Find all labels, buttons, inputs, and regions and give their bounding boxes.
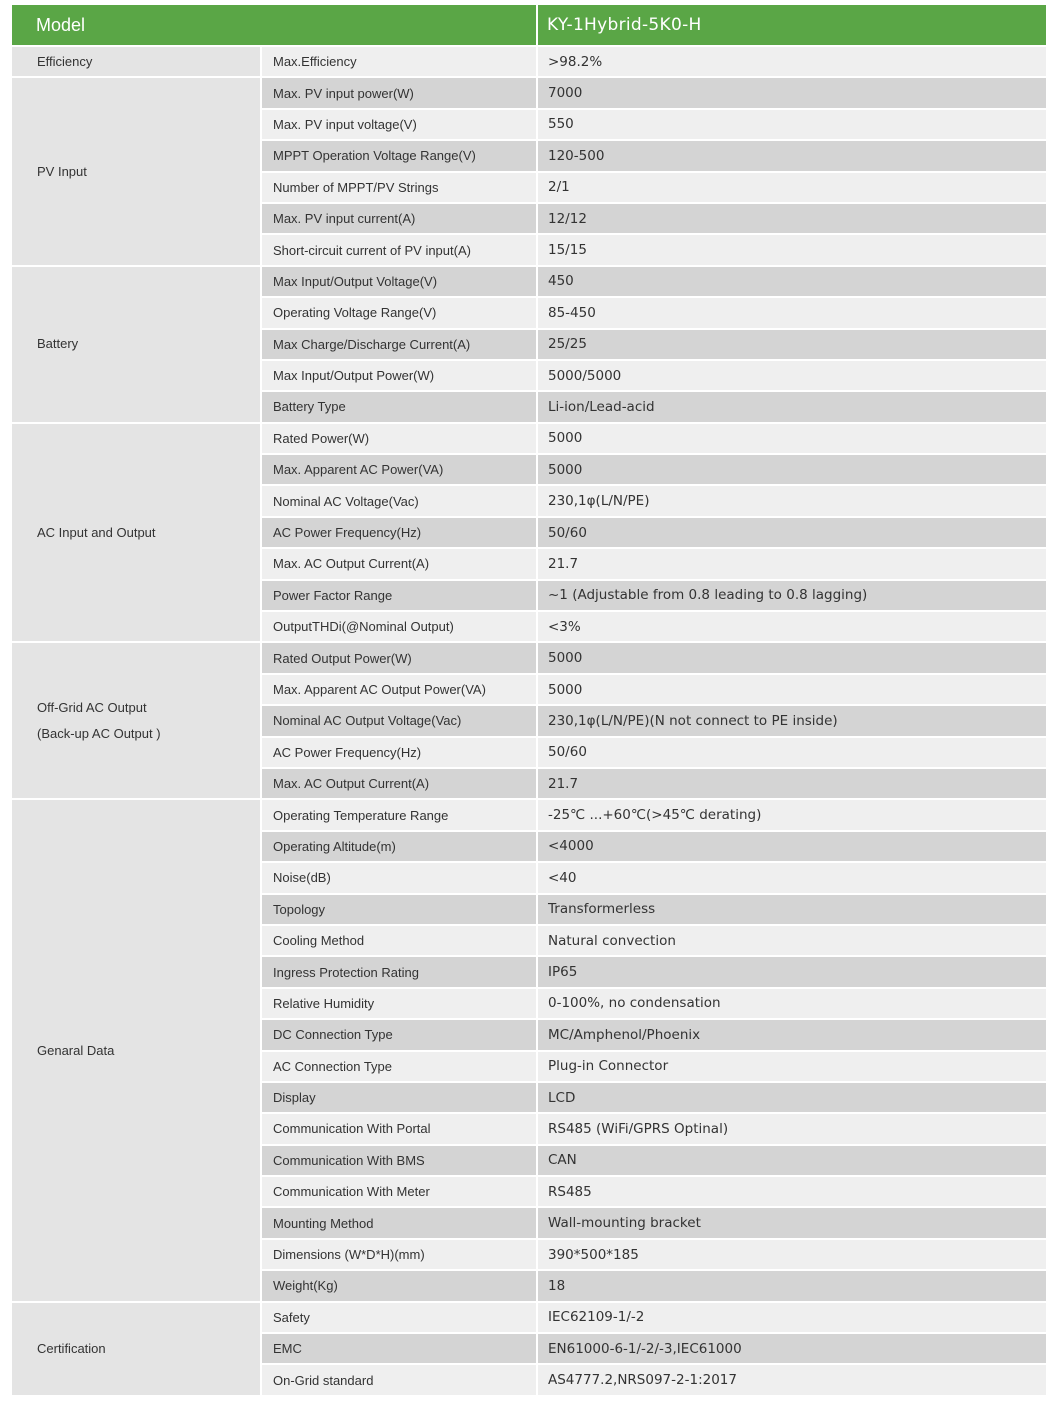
value-cell: 50/60 (537, 517, 1046, 548)
model-name: KY-1Hybrid-5K0-H (537, 5, 1046, 46)
group-name: Efficiency (37, 53, 93, 69)
value-cell: -25℃ ...+60℃(>45℃ derating) (537, 799, 1046, 830)
param-cell: Noise(dB) (261, 862, 537, 893)
param-cell: Max Input/Output Voltage(V) (261, 266, 537, 297)
value-cell: LCD (537, 1082, 1046, 1113)
value-cell: 15/15 (537, 234, 1046, 265)
param-cell: Max. PV input voltage(V) (261, 109, 537, 140)
value-cell: 390*500*185 (537, 1239, 1046, 1270)
value-cell: RS485 (537, 1176, 1046, 1207)
param-cell: AC Power Frequency(Hz) (261, 517, 537, 548)
value-cell: >98.2% (537, 46, 1046, 77)
param-cell: Relative Humidity (261, 988, 537, 1019)
group-label (12, 642, 261, 799)
value-cell: Natural convection (537, 925, 1046, 956)
value-cell: 450 (537, 266, 1046, 297)
header-row (12, 5, 1046, 46)
group-name: PV Input (37, 163, 87, 179)
param-cell: Communication With Portal (261, 1113, 537, 1144)
group-name-secondary: (Back-up AC Output ) (37, 725, 161, 741)
value-cell: 2/1 (537, 172, 1046, 203)
param-cell: Rated Power(W) (261, 423, 537, 454)
table-row (12, 77, 1046, 108)
param-cell: Operating Voltage Range(V) (261, 297, 537, 328)
table-header (12, 5, 1046, 46)
param-cell: Short-circuit current of PV input(A) (261, 234, 537, 265)
group-label (12, 799, 261, 1301)
value-cell: 5000 (537, 674, 1046, 705)
param-cell: Max.Efficiency (261, 46, 537, 77)
value-cell: 21.7 (537, 548, 1046, 579)
value-cell: 5000/5000 (537, 360, 1046, 391)
value-cell: 0-100%, no condensation (537, 988, 1046, 1019)
param-cell: MPPT Operation Voltage Range(V) (261, 140, 537, 171)
param-cell: Cooling Method (261, 925, 537, 956)
param-cell: Operating Temperature Range (261, 799, 537, 830)
param-cell: Safety (261, 1302, 537, 1333)
group-label (12, 423, 261, 643)
spec-table (12, 5, 1046, 1397)
param-cell: Dimensions (W*D*H)(mm) (261, 1239, 537, 1270)
value-cell: EN61000-6-1/-2/-3,IEC61000 (537, 1333, 1046, 1364)
value-cell: Li-ion/Lead-acid (537, 391, 1046, 422)
param-cell: Number of MPPT/PV Strings (261, 172, 537, 203)
param-cell: Max Charge/Discharge Current(A) (261, 329, 537, 360)
value-cell: 25/25 (537, 329, 1046, 360)
param-cell: AC Power Frequency(Hz) (261, 737, 537, 768)
param-cell: Topology (261, 894, 537, 925)
value-cell: IEC62109-1/-2 (537, 1302, 1046, 1333)
value-cell: 50/60 (537, 737, 1046, 768)
param-cell: Battery Type (261, 391, 537, 422)
param-cell: OutputTHDi(@Nominal Output) (261, 611, 537, 642)
param-cell: Max. Apparent AC Output Power(VA) (261, 674, 537, 705)
param-cell: Max. PV input power(W) (261, 77, 537, 108)
param-cell: Power Factor Range (261, 580, 537, 611)
table-row (12, 1302, 1046, 1333)
param-cell: Communication With Meter (261, 1176, 537, 1207)
param-cell: DC Connection Type (261, 1019, 537, 1050)
param-cell: Mounting Method (261, 1207, 537, 1238)
value-cell: CAN (537, 1145, 1046, 1176)
value-cell: <4000 (537, 831, 1046, 862)
value-cell: <40 (537, 862, 1046, 893)
value-cell: 7000 (537, 77, 1046, 108)
value-cell: 18 (537, 1270, 1046, 1301)
table-row (12, 799, 1046, 830)
table-row (12, 642, 1046, 673)
group-label (12, 46, 261, 77)
value-cell: <3% (537, 611, 1046, 642)
table-row (12, 46, 1046, 77)
value-cell: 120-500 (537, 140, 1046, 171)
param-cell: Rated Output Power(W) (261, 642, 537, 673)
param-cell: Max. Apparent AC Power(VA) (261, 454, 537, 485)
param-cell: EMC (261, 1333, 537, 1364)
value-cell: Wall-mounting bracket (537, 1207, 1046, 1238)
param-cell: Nominal AC Voltage(Vac) (261, 485, 537, 516)
value-cell: ~1 (Adjustable from 0.8 leading to 0.8 lagging) (537, 580, 1046, 611)
group-name: Off-Grid AC Output (37, 699, 147, 715)
table-row (12, 423, 1046, 454)
param-cell: On-Grid standard (261, 1364, 537, 1395)
group-label (12, 77, 261, 265)
group-label (12, 266, 261, 423)
param-cell: Nominal AC Output Voltage(Vac) (261, 705, 537, 736)
value-cell: Transformerless (537, 894, 1046, 925)
group-name: Battery (37, 336, 79, 352)
value-cell: Plug-in Connector (537, 1051, 1046, 1082)
param-cell: Display (261, 1082, 537, 1113)
param-cell: Max. PV input current(A) (261, 203, 537, 234)
value-cell: 5000 (537, 454, 1046, 485)
param-cell: AC Connection Type (261, 1051, 537, 1082)
value-cell: 85-450 (537, 297, 1046, 328)
value-cell: 5000 (537, 423, 1046, 454)
param-cell: Max Input/Output Power(W) (261, 360, 537, 391)
group-name: AC Input and Output (37, 524, 156, 540)
group-name: Certification (37, 1340, 106, 1356)
group-label (12, 1302, 261, 1396)
value-cell: IP65 (537, 956, 1046, 987)
param-cell: Max. AC Output Current(A) (261, 768, 537, 799)
value-cell: 21.7 (537, 768, 1046, 799)
param-cell: Ingress Protection Rating (261, 956, 537, 987)
param-cell: Operating Altitude(m) (261, 831, 537, 862)
param-cell: Weight(Kg) (261, 1270, 537, 1301)
value-cell: 550 (537, 109, 1046, 140)
value-cell: 5000 (537, 642, 1046, 673)
table-body (12, 46, 1046, 1396)
value-cell: AS4777.2,NRS097-2-1:2017 (537, 1364, 1046, 1395)
param-cell: Communication With BMS (261, 1145, 537, 1176)
value-cell: 230,1φ(L/N/PE) (537, 485, 1046, 516)
group-name: Genaral Data (37, 1042, 115, 1058)
value-cell: RS485 (WiFi/GPRS Optinal) (537, 1113, 1046, 1144)
value-cell: MC/Amphenol/Phoenix (537, 1019, 1046, 1050)
param-cell: Max. AC Output Current(A) (261, 548, 537, 579)
value-cell: 230,1φ(L/N/PE)(N not connect to PE inside) (537, 705, 1046, 736)
value-cell: 12/12 (537, 203, 1046, 234)
model-label: Model (12, 5, 537, 46)
table-row (12, 266, 1046, 297)
